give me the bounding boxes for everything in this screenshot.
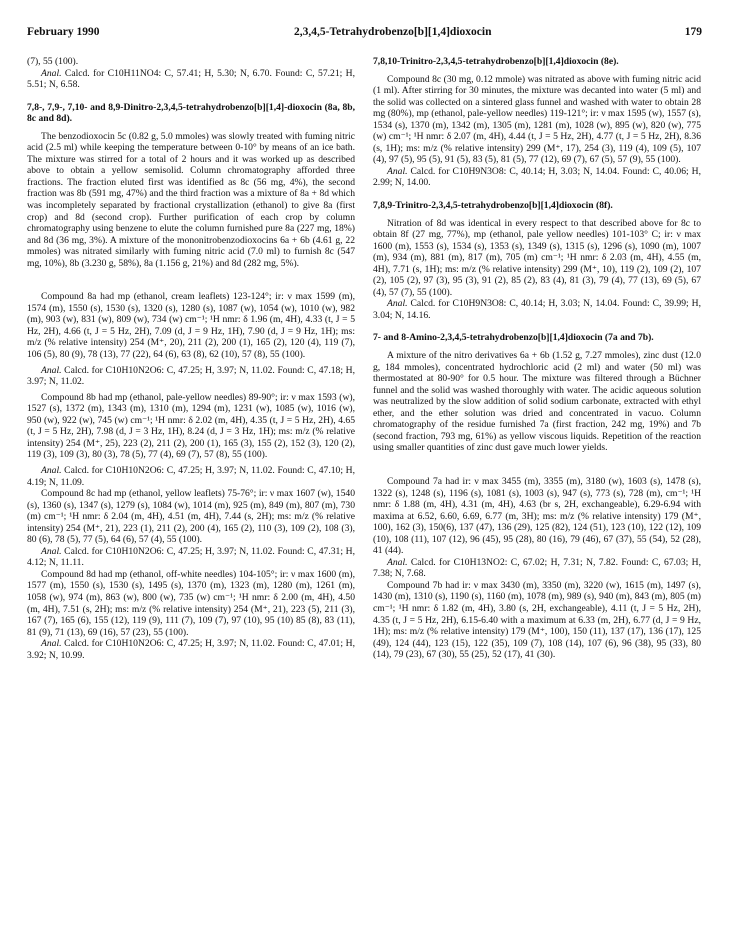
paragraph: Compound 7a had ir: ν max 3455 (m), 3355 (m), 3180 (w), 1603 (s), 1478 (s), 1322 (s), 1248 (s), 1196 (s), 1081 (s), 1003 (s), 947 (s), 773 (s), 728 (m), cm⁻¹; ¹H nmr: δ 1.88 (m, 4H), 4.31 (m, 4H), 4.63 (br s, 2H, exchangeable), 6.29-6.94 with maxima at 6.52, 6.60, 6.69, 6.77 (m, 3H); ms: m/z (% relative intensity) 179 (M⁺, 100), 162 (3), 150(6), 137 (47), 136 (29), 125 (82), 124 (51), 123 (10), 122 (12), 109 (10), 108 (11), 107 (12), 96 (45), 95 (28), 80 (16), 79 (46), 67 (37), 55 (54), 52 (28), 41 (44). xyxy=(373,475,701,557)
analysis-text: Calcd. for C10H9N3O8: C, 40.14; H, 3.03; N, 14.04. Found: C, 40.06; H, 2.99; N, 14.00. xyxy=(373,165,701,189)
anal-label: Anal. xyxy=(41,464,62,476)
paragraph: Compound 8c (30 mg, 0.12 mmole) was nitrated as above with fuming nitric acid (1 ml). After stirring for 30 minutes, the mixture was decanted into water (5 ml) and the solid was collected on a sintered glass funnel and washed with water to obtain 28 mg (80%), mp (ethanol, pale-yellow needles) 119-121°; ir: ν max 1595 (w), 1557 (s), 1534 (s), 1370 (m), 1342 (m), 1305 (m), 1281 (m), 1028 (w), 895 (w), 820 (w), 775 (w) cm⁻¹; ¹H nmr: δ 2.07 (m, 4H), 4.44 (t, J = 5 Hz, 2H), 4.77 (t, J = 5 Hz, 2H), 8.36 (s, 1H); ms: m/z (% relative intensity) 299 (M⁺, 17), 254 (3), 119 (4), 109 (5), 107 (4), 97 (5), 95 (5), 91 (5), 83 (5), 81 (5), 77 (12), 69 (7), 67 (5), 57 (9), 55 (100). xyxy=(373,73,701,166)
anal-label: Anal. xyxy=(387,298,408,310)
analysis-text: Calcd. for C10H10N2O6: C, 47.25; H, 3.97; N, 11.02. Found: C, 47.10; H, 4.19; N, 11.09. xyxy=(27,464,355,488)
paragraph: Compound 8c had mp (ethanol, yellow leaflets) 75-76°; ir: ν max 1607 (w), 1540 (s), 1360 (s), 1347 (s), 1279 (s), 1084 (w), 1014 (m), 925 (m), 849 (m), 807 (m), 730 (m) cm⁻¹; ¹H nmr: δ 2.04 (m, 4H), 4.51 (m, 4H), 7.44 (s, 2H); ms: m/z (% relative intensity) 254 (M⁺, 21), 223 (1), 211 (2), 200 (4), 165 (2), 110 (3), 109 (2), 108 (3), 80 (6), 78 (5), 77 (5), 64 (6), 57 (4), 55 (100). xyxy=(27,488,355,546)
analysis-paragraph xyxy=(27,546,355,569)
analysis-paragraph xyxy=(373,166,701,189)
paragraph: Compound 7b had ir: ν max 3430 (m), 3350 (m), 3220 (w), 1615 (m), 1497 (s), 1430 (m), 1310 (s), 1190 (s), 1160 (m), 1078 (m), 989 (s), 940 (m), 843 (m), 805 (m) cm⁻¹; ¹H nmr: δ 1.82 (m, 4H), 3.80 (s, 2H, exchangeable), 4.11 (t, J = 5 Hz, 2H), 4.35 (t, J = 5 Hz, 2H), 6.15-6.40 with a maximum at 6.33 (m, 2H), 6.77 (d, J = 9 Hz, 1H); ms: m/z (% relative intensity) 179 (M⁺, 100), 150 (11), 137 (17), 136 (17), 125 (49), 124 (44), 123 (15), 122 (35), 109 (7), 108 (14), 107 (6), 96 (38), 95 (33), 80 (14), 79 (23), 67 (30), 55 (25), 52 (17), 41 (30). xyxy=(373,579,701,661)
right-column xyxy=(373,56,701,661)
analysis-paragraph xyxy=(373,298,701,321)
paragraph: A mixture of the nitro derivatives 6a + 6b (1.52 g, 7.27 mmoles), zinc dust (12.0 g, 184 mmoles), concentrated hydrochloric acid (2 ml) and water (50 ml) was thermostated at 80-90° for 0.5 hour. The mixture was filtered through a Büchner funnel and the solid was washed thoroughly with water. The acidic aqueous solution was neutralized by the slow addition of solid sodium carbonate, extracted with ethyl ether, and the ether solution was dried and concentrated in vacuo. Column chromatography of the residue furnished 7a (first fraction, 242 mg, 19%) and 7b (second fraction, 793 mg, 61%) as yellow viscous liquids. Repetition of the reaction using smaller quantities of zinc dust gave much lower yields. xyxy=(373,350,701,454)
analysis-paragraph xyxy=(27,465,355,488)
two-column-body xyxy=(27,56,702,661)
paragraph: Nitration of 8d was identical in every respect to that described above for 8c to obtain 8f (27 mg, 77%), mp (ethanol, pale yellow needles) 101-103° C; ir: ν max 1600 (m), 1553 (s), 1534 (s), 1353 (s), 1349 (s), 1315 (s), 1296 (s), 1090 (m), 1007 (m), 934 (m), 881 (m), 817 (m), 705 (m) cm⁻¹; ¹H nmr: δ 2.03 (m, 4H), 4.55 (m, 4H), 7.71 (s, 1H); ms: m/z (% relative intensity) 299 (M⁺, 10), 119 (2), 109 (2), 107 (2), 105 (2), 97 (3), 95 (3), 91 (2), 85 (2), 83 (4), 81 (3), 79 (4), 77 (13), 69 (5), 67 (4), 57 (7), 55 (100). xyxy=(373,217,701,298)
anal-label: Anal. xyxy=(387,556,408,568)
analysis-text: Calcd. for C10H11NO4: C, 57.41; H, 5.30; N, 6.70. Found: C, 57.21; H, 5.51; N, 6.58. xyxy=(27,67,355,91)
analysis-paragraph xyxy=(27,365,355,388)
anal-label: Anal. xyxy=(41,638,62,650)
analysis-paragraph xyxy=(27,68,355,91)
running-title: 2,3,4,5-Tetrahydrobenzo[b][1,4]dioxocin xyxy=(294,26,492,38)
paragraph: (7), 55 (100). xyxy=(27,56,79,67)
analysis-text: Calcd. for C10H10N2O6: C, 47.25; H, 3.97; N, 11.02. Found: C, 47.01; H, 3.92; N, 10.99. xyxy=(27,638,355,661)
section-heading: 7- and 8-Amino-2,3,4,5-tetrahydrobenzo[b][1,4]dioxocin (7a and 7b). xyxy=(373,332,654,344)
left-column xyxy=(27,56,355,661)
anal-label: Anal. xyxy=(41,67,62,79)
analysis-paragraph xyxy=(373,557,701,580)
anal-label: Anal. xyxy=(41,545,62,557)
paragraph: The benzodioxocin 5c (0.82 g, 5.0 mmoles) was slowly treated with fuming nitric acid (2.5 ml) while keeping the temperature between 0-10° by means of an ice bath. The mixture was stirred for a total of 2 hours and it was worked up as described above to obtain a yellow semisolid. Column chromatography afforded three fractions. The fraction eluted first was identified as 8c (56 mg, 4%), the second fraction was 8b (591 mg, 47%) and the third fraction was a mixture of 8a + 8d which was incompletely separated by fractional crystallization (ethanol) to give 8a (first crop) and 8d (second crop). Further purification of each crop by column chromatography using benzene to elute the column furnished pure 8a (227 mg, 18%) and 8d (36 mg, 3%). A mixture of the mononitrobenzodioxocins 6a + 6b (4.61 g, 22 mmoles) was nitrated similarly with fuming nitric acid (7.0 ml) to furnish 8c (547 mg, 10%), 8b (3.230 g, 58%), 8a (1.156 g, 21%) and 8d (282 mg, 5%). xyxy=(27,130,355,269)
analysis-text: Calcd. for C10H13NO2: C, 67.02; H, 7.31; N, 7.82. Found: C, 67.03; H, 7.38; N, 7.68. xyxy=(373,556,701,580)
running-header xyxy=(27,26,702,46)
analysis-text: Calcd. for C10H10N2O6: C, 47.25; H, 3.97; N, 11.02. Found: C, 47.31; H, 4.12; N, 11.11. xyxy=(27,545,355,569)
anal-label: Anal. xyxy=(41,364,62,376)
anal-label: Anal. xyxy=(387,165,408,177)
paragraph: Compound 8a had mp (ethanol, cream leaflets) 123-124°; ir: ν max 1599 (m), 1574 (m), 1550 (s), 1530 (s), 1320 (s), 1280 (s), 1087 (w), 1054 (w), 1010 (w), 982 (m), 903 (w), 831 (w), 809 (w), 734 (w) cm⁻¹; ¹H nmr: δ 1.96 (m, 4H), 4.33 (t, J = 5 Hz, 2H), 4.66 (t, J = 5 Hz, 2H), 7.09 (d, J = 9 Hz, 1H), 7.90 (d, J = 9 Hz, 1H); ms: m/z (% relative intensity) 254 (M⁺, 20), 211 (2), 200 (1), 165 (2), 120 (4), 119 (7), 106 (5), 80 (9), 78 (13), 77 (22), 64 (6), 63 (8), 62 (10), 57 (8), 55 (100). xyxy=(27,291,355,361)
paragraph: Compound 8b had mp (ethanol, pale-yellow needles) 89-90°; ir: ν max 1593 (w), 1527 (s), 1372 (m), 1343 (m), 1310 (m), 1294 (m), 1231 (w), 1085 (w), 1016 (w), 950 (w), 922 (w), 745 (w) cm⁻¹; ¹H nmr: δ 2.02 (m, 4H), 4.35 (t, J = 5 Hz, 2H), 4.65 (t, J = 5 Hz, 2H), 7.98 (d, J = 3 Hz, 1H), 8.24 (d, J = 3 Hz, 1H); ms: m/z (% relative intensity) 254 (M⁺, 25), 223 (2), 211 (2), 200 (1), 165 (3), 155 (2), 152 (3), 120 (2), 119 (3), 109 (3), 80 (3), 78 (5), 77 (4), 69 (7), 57 (8), 55 (100). xyxy=(27,391,355,461)
analysis-text: Calcd. for C10H10N2O6: C, 47.25; H, 3.97; N, 11.02. Found: C, 47.18; H, 3.97; N, 11.02. xyxy=(27,364,355,388)
analysis-paragraph xyxy=(27,638,355,661)
page-number: 179 xyxy=(684,26,702,38)
issue-date: February 1990 xyxy=(27,26,100,38)
analysis-text: Calcd. for C10H9N3O8: C, 40.14; H, 3.03; N, 14.04. Found: C, 39.99; H, 3.04; N, 14.16. xyxy=(373,298,701,321)
paragraph: Compound 8d had mp (ethanol, off-white needles) 104-105°; ir: ν max 1600 (m), 1577 (m), 1550 (s), 1530 (s), 1495 (s), 1370 (m), 1323 (m), 1280 (m), 1261 (m), 1058 (w), 974 (m), 863 (w), 800 (w), 735 (w) cm⁻¹; ¹H nmr: δ 2.00 (m, 4H), 4.50 (m, 4H), 7.51 (s, 2H); ms: m/z (% relative intensity) 254 (M⁺, 21), 223 (5), 211 (3), 167 (7), 165 (6), 155 (12), 119 (9), 111 (7), 109 (7), 97 (10), 95 (10) 85 (8), 83 (11), 81 (9), 71 (13), 69 (16), 57 (23), 55 (100). xyxy=(27,568,355,638)
section-heading: 7,8,9-Trinitro-2,3,4,5-tetrahydrobenzo[b][1,4]dioxocin (8f). xyxy=(373,200,613,212)
section-heading: 7,8,10-Trinitro-2,3,4,5-tetrahydrobenzo[b][1,4]dioxocin (8e). xyxy=(373,56,619,67)
section-heading: 7,8-, 7,9-, 7,10- and 8,9-Dinitro-2,3,4,5-tetrahydrobenzo[b][1,4]-dioxocin (8a, 8b, 8c and 8d). xyxy=(27,101,355,125)
